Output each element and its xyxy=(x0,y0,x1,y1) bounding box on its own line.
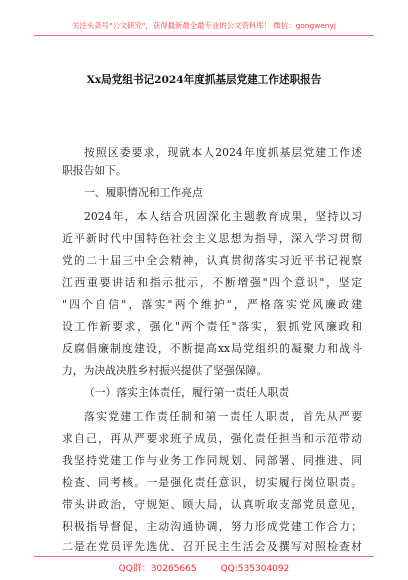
paragraph-line: 带头讲政治，守规矩、顾大局，认真听取支部党员意见， xyxy=(62,498,362,511)
paragraph-line: 求自己，再从严要求班子成员，强化责任担当和示范带动 xyxy=(62,432,362,445)
paragraph-line: 我坚持党建工作与业务工作同规划、同部署、同推进、同 xyxy=(62,454,362,467)
paragraph-line: 江西重要讲话和指示批示，不断增强"四个意识"，坚定 xyxy=(62,276,362,289)
paragraph-line: 按照区委要求，现就本人2024年度抓基层党建工作述 xyxy=(84,146,362,159)
footer-contact xyxy=(0,561,408,574)
paragraph-line: 积极指导督促，主动沟通协调，努力形成党建工作合力； xyxy=(62,520,362,533)
paragraph-line: 党的二十届三中全会精神，认真贯彻落实习近平书记视察 xyxy=(62,254,362,267)
footer-qq-group: QQ群：30265665 xyxy=(118,564,197,574)
paragraph-line: 反腐倡廉制度建设，不断提高xx局党组织的凝聚力和战斗 xyxy=(62,342,362,355)
subsection-heading: （一）落实主体责任，履行第一责任人职责 xyxy=(84,386,290,399)
footer-qq: QQ:535304092 xyxy=(220,564,290,574)
paragraph-line: 力，为决战决胜乡村振兴提供了坚强保障。 xyxy=(62,364,268,377)
paragraph-line: 落实党建工作责任制和第一责任人职责，首先从严要 xyxy=(84,410,362,423)
section-heading: 一、履职情况和工作亮点 xyxy=(84,186,203,199)
paragraph-line: 2024年，本人结合巩固深化主题教育成果，坚持以习 xyxy=(84,210,362,223)
header-divider xyxy=(34,35,374,36)
footer-divider xyxy=(34,556,374,557)
paragraph-line: "四个自信"，落实"两个维护"，严格落实党风廉政建 xyxy=(62,298,362,311)
paragraph-line: 二是在党员评先选优、召开民主生活会及撰写对照检查材 xyxy=(62,540,362,553)
paragraph-line: 检查、同考核。一是强化责任意识，切实履行岗位职责。 xyxy=(62,476,362,489)
paragraph-line: 职报告如下。 xyxy=(62,164,127,177)
paragraph-line: 设工作新要求，强化"两个责任"落实，狠抓党风廉政和 xyxy=(62,320,362,333)
header-note: 关注头条号"公文研究"，获得最新最全最专业的公文资料库！ 微信：gongwenyj xyxy=(72,21,336,30)
paragraph-line: 近平新时代中国特色社会主义思想为指导，深入学习贯彻 xyxy=(62,232,362,245)
document-title: Xx局党组书记2024年度抓基层党建工作述职报告 xyxy=(86,74,322,86)
